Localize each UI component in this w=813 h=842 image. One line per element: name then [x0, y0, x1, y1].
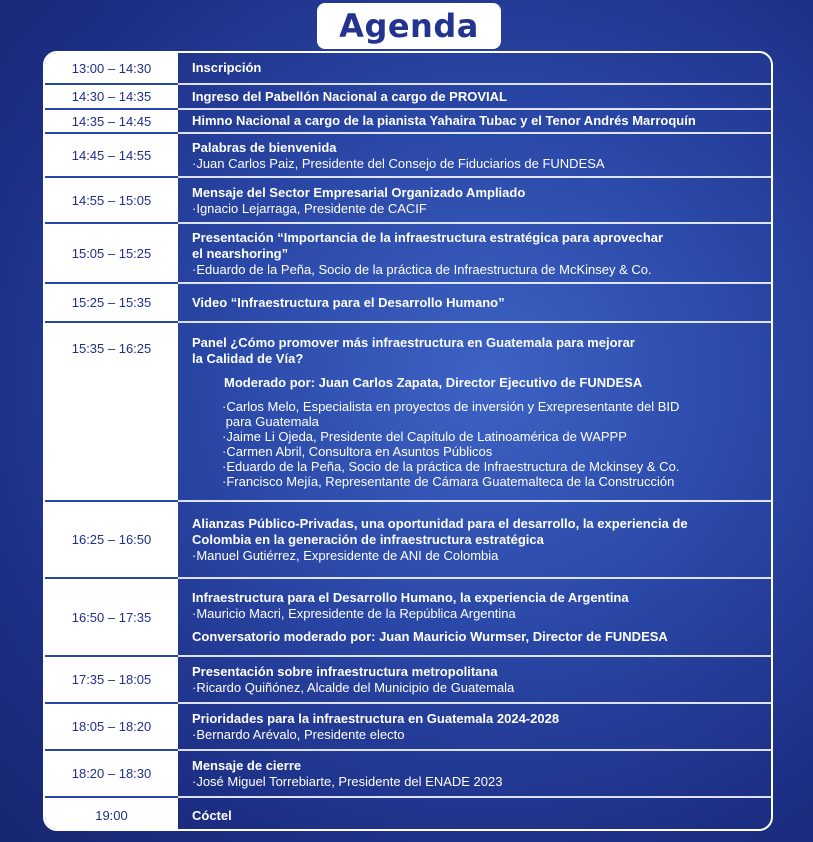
panelist: ·Carlos Melo, Especialista en proyectos de inversión y Exrepresentante del BID [222, 398, 680, 414]
agenda-row [45, 53, 771, 85]
panelist: para Guatemala [222, 413, 319, 429]
agenda-row [45, 323, 771, 502]
agenda-time: 14:30 – 14:35 [45, 85, 178, 110]
session-title-line2: el nearshoring” [192, 245, 289, 261]
agenda-time: 17:35 – 18:05 [45, 657, 178, 704]
agenda-table [43, 51, 773, 831]
agenda-row [45, 85, 771, 110]
session-title-line1: Panel ¿Cómo promover más infraestructura en Guatemala para mejorar [192, 334, 635, 350]
agenda-time: 13:00 – 14:30 [45, 53, 178, 85]
agenda-time: 14:55 – 15:05 [45, 178, 178, 224]
agenda-row [45, 110, 771, 134]
agenda-content [178, 224, 771, 284]
session-speaker: ·Mauricio Macri, Expresidente de la República Argentina [192, 605, 516, 621]
agenda-row [45, 502, 771, 579]
session-title: Palabras de bienvenida [192, 139, 337, 155]
session-title: Infraestructura para el Desarrollo Humano, la experiencia de Argentina [192, 589, 629, 605]
session-title: Video “Infraestructura para el Desarrollo Humano” [192, 294, 505, 310]
session-title-line2: Colombia en la generación de infraestructura estratégica [192, 532, 544, 547]
agenda-content [178, 657, 771, 704]
session-moderator: Moderado por: Juan Carlos Zapata, Director Ejecutivo de FUNDESA [224, 374, 643, 390]
session-title: Ingreso del Pabellón Nacional a cargo de PROVIAL [192, 88, 507, 104]
agenda-content [178, 53, 771, 85]
agenda-time: 16:25 – 16:50 [45, 502, 178, 579]
session-title: Presentación sobre infraestructura metropolitana [192, 664, 498, 679]
session-title: Cóctel [192, 807, 232, 823]
agenda-row [45, 284, 771, 323]
agenda-time: 16:50 – 17:35 [45, 579, 178, 657]
agenda-time: 14:45 – 14:55 [45, 134, 178, 178]
session-speaker: ·Eduardo de la Peña, Socio de la práctica de Infraestructura de McKinsey & Co. [192, 261, 652, 277]
session-speaker: ·Manuel Gutiérrez, Expresidente de ANI de Colombia [192, 548, 499, 563]
panelist: ·Carmen Abril, Consultora en Asuntos Públicos [222, 443, 493, 459]
agenda-content [178, 284, 771, 323]
panelist: ·Jaime Li Ojeda, Presidente del Capítulo de Latinoamérica de WAPPP [222, 428, 627, 444]
session-title: Prioridades para la infraestructura en Guatemala 2024-2028 [192, 711, 560, 726]
agenda-time: 15:25 – 15:35 [45, 284, 178, 323]
agenda-content [178, 704, 771, 751]
session-speaker: ·Juan Carlos Paiz, Presidente del Consejo de Fiduciarios de FUNDESA [192, 155, 605, 171]
agenda-content [178, 751, 771, 798]
agenda-content [178, 134, 771, 178]
session-speaker: ·Bernardo Arévalo, Presidente electo [192, 727, 405, 742]
session-speaker: ·Ricardo Quiñónez, Alcalde del Municipio de Guatemala [192, 680, 515, 695]
agenda-row [45, 178, 771, 224]
agenda-row [45, 798, 771, 831]
session-speaker: ·Ignacio Lejarraga, Presidente de CACIF [192, 200, 427, 216]
session-title: Mensaje de cierre [192, 758, 302, 773]
agenda-content [178, 85, 771, 110]
session-title: Inscripción [192, 60, 262, 75]
agenda-row [45, 224, 771, 284]
agenda-time: 18:05 – 18:20 [45, 704, 178, 751]
agenda-content [178, 323, 771, 502]
panelist: ·Francisco Mejía, Representante de Cámara Guatemalteca de la Construcción [222, 473, 675, 489]
session-speaker: ·José Miguel Torrebiarte, Presidente del ENADE 2023 [192, 774, 503, 789]
agenda-row [45, 704, 771, 751]
agenda-time: 15:35 – 16:25 [45, 323, 178, 502]
agenda-time: 14:35 – 14:45 [45, 110, 178, 134]
session-moderator: Conversatorio moderado por: Juan Mauricio Wurmser, Director de FUNDESA [192, 628, 668, 644]
session-title-line2: la Calidad de Vía? [192, 350, 304, 366]
agenda-content [178, 502, 771, 579]
agenda-row [45, 579, 771, 657]
agenda-row [45, 657, 771, 704]
agenda-time: 15:05 – 15:25 [45, 224, 178, 284]
agenda-time: 18:20 – 18:30 [45, 751, 178, 798]
agenda-title: Agenda [339, 7, 479, 45]
agenda-row [45, 751, 771, 798]
agenda-time: 19:00 [45, 798, 178, 831]
agenda-content [178, 178, 771, 224]
session-title-line1: Alianzas Público-Privadas, una oportunidad para el desarrollo, la experiencia de [192, 516, 688, 531]
panelist: ·Eduardo de la Peña, Socio de la práctica de Infraestructura de Mckinsey & Co. [222, 458, 680, 474]
session-title-line1: Presentación “Importancia de la infraestructura estratégica para aprovechar [192, 229, 664, 245]
session-title: Himno Nacional a cargo de la pianista Yahaira Tubac y el Tenor Andrés Marroquín [192, 113, 696, 128]
session-title: Mensaje del Sector Empresarial Organizado Ampliado [192, 184, 526, 200]
agenda-content [178, 110, 771, 134]
agenda-title-box [317, 3, 501, 49]
agenda-content [178, 798, 771, 831]
agenda-row [45, 134, 771, 178]
agenda-content [178, 579, 771, 657]
